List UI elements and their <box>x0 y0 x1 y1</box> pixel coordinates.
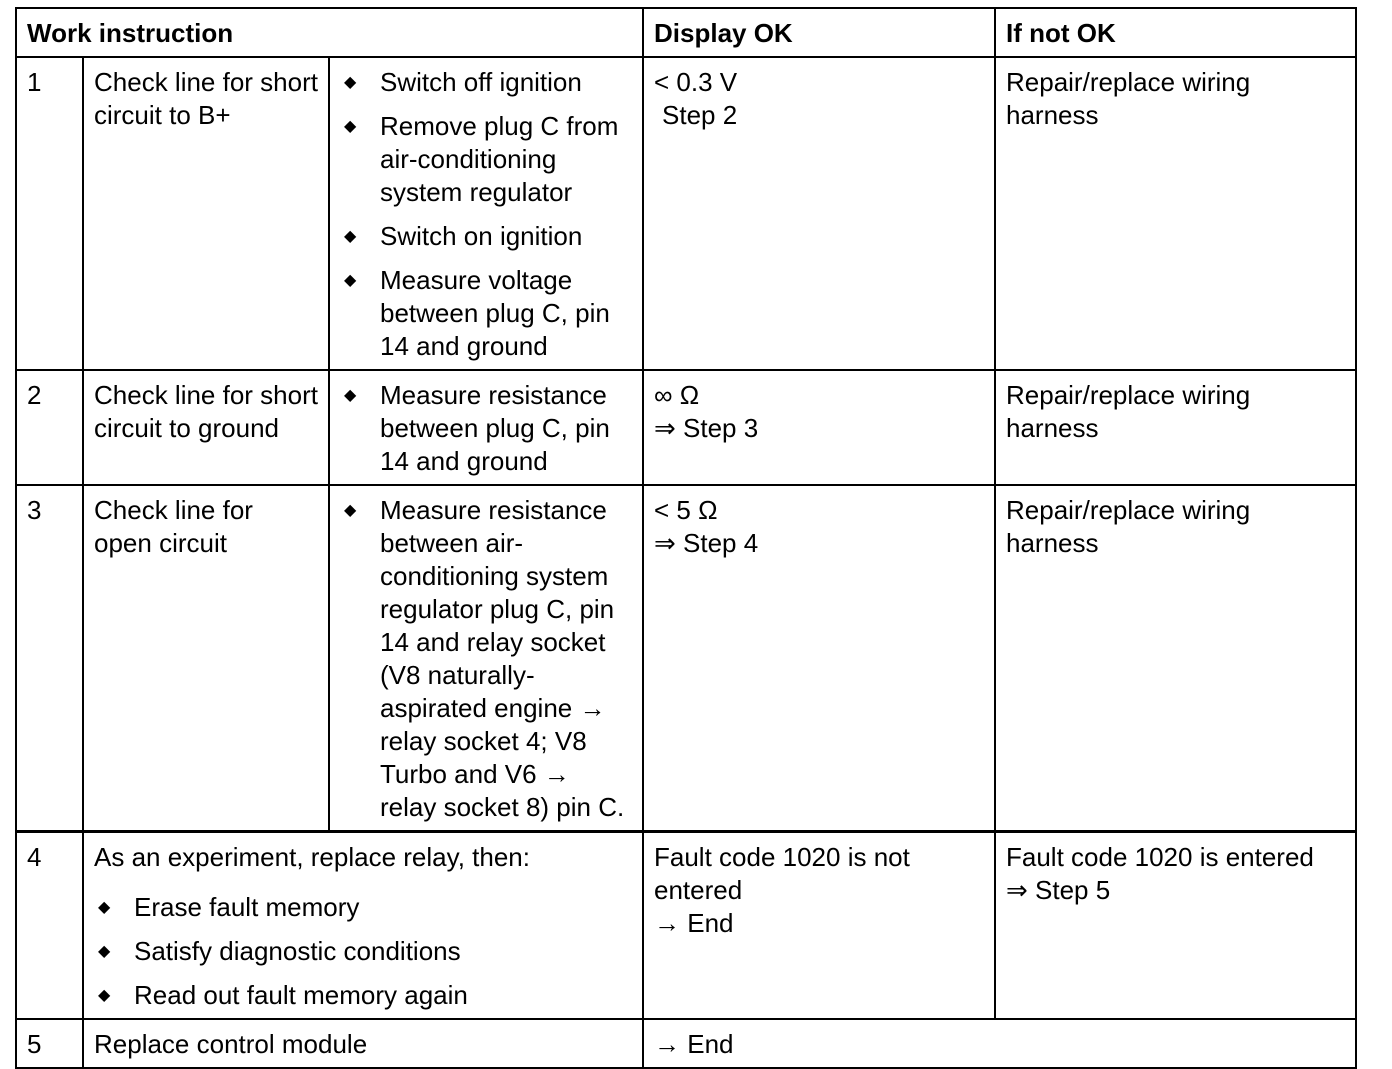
procedure-step: ◆ Measure resistance between plug C, pin 14 and ground <box>344 380 610 476</box>
not-ok-value: Fault code 1020 is entered <box>1006 842 1314 872</box>
table-row <box>16 485 1356 832</box>
bullet-diamond-icon: ◆ <box>344 74 357 91</box>
result-cell: → End <box>643 1019 1356 1068</box>
not-ok-cell <box>995 832 1356 1020</box>
step-number: 1 <box>16 57 83 370</box>
bullet-diamond-icon: ◆ <box>98 943 111 960</box>
step-number: 4 <box>16 832 83 1020</box>
display-ok-cell <box>643 57 995 370</box>
action-cell: Replace control module <box>83 1019 643 1068</box>
table-row <box>16 57 1356 370</box>
procedure-cell <box>329 485 643 832</box>
bullet-diamond-icon: ◆ <box>344 502 357 519</box>
procedure-step: ◆ Erase fault memory <box>98 892 360 922</box>
display-ok-value: < 5 Ω <box>654 495 718 525</box>
procedure-intro: As an experiment, replace relay, then: <box>94 842 530 872</box>
not-ok-cell: Repair/replace wiring harness <box>995 370 1356 485</box>
display-ok-next: ⇒ Step 3 <box>654 413 759 443</box>
display-ok-cell <box>643 370 995 485</box>
header-if-not-ok: If not OK <box>995 8 1356 57</box>
step-number: 2 <box>16 370 83 485</box>
procedure-step: ◆ Measure resistance between air-conditioning system regulator plug C, pin 14 and relay socket (V8 naturally-aspirated engine → relay socket 4; V8 Turbo and V6 → relay socket 8) pin C. <box>344 495 625 822</box>
procedure-step: ◆ Remove plug C from air-conditioning system regulator <box>344 111 619 207</box>
not-ok-cell: Repair/replace wiring harness <box>995 57 1356 370</box>
procedure-step: ◆ Satisfy diagnostic conditions <box>98 936 461 966</box>
display-ok-next: → End <box>654 908 734 938</box>
display-ok-value: < 0.3 V <box>654 67 738 97</box>
procedure-cell <box>329 57 643 370</box>
procedure-step: ◆ Measure voltage between plug C, pin 14 and ground <box>344 265 610 361</box>
bullet-diamond-icon: ◆ <box>344 228 357 245</box>
check-description: Check line for short circuit to B+ <box>83 57 329 370</box>
display-ok-cell <box>643 485 995 832</box>
step-number: 3 <box>16 485 83 832</box>
not-ok-cell: Repair/replace wiring harness <box>995 485 1356 832</box>
not-ok-next: ⇒ Step 5 <box>1006 875 1111 905</box>
display-ok-value: Fault code 1020 is not entered <box>654 842 910 905</box>
procedure-step: ◆ Switch on ignition <box>344 221 583 251</box>
header-work-instruction: Work instruction <box>16 8 643 57</box>
bullet-diamond-icon: ◆ <box>344 272 357 289</box>
bullet-diamond-icon: ◆ <box>98 987 111 1004</box>
procedure-step: ◆ Read out fault memory again <box>98 980 468 1010</box>
display-ok-next: Step 2 <box>662 100 738 130</box>
bullet-diamond-icon: ◆ <box>98 899 111 916</box>
procedure-cell <box>83 832 643 1020</box>
work-instruction-table <box>15 7 1357 1069</box>
procedure-cell <box>329 370 643 485</box>
display-ok-cell <box>643 832 995 1020</box>
display-ok-next: ⇒ Step 4 <box>654 528 759 558</box>
bullet-diamond-icon: ◆ <box>344 118 357 135</box>
procedure-step: ◆ Switch off ignition <box>344 67 582 97</box>
table-row <box>16 1019 1356 1068</box>
check-description: Check line for open circuit <box>83 485 329 832</box>
header-display-ok: Display OK <box>643 8 995 57</box>
table-row <box>16 832 1356 1020</box>
table-row <box>16 370 1356 485</box>
check-description: Check line for short circuit to ground <box>83 370 329 485</box>
bullet-diamond-icon: ◆ <box>344 387 357 404</box>
step-number: 5 <box>16 1019 83 1068</box>
header-row <box>16 8 1356 57</box>
display-ok-value: ∞ Ω <box>654 380 700 410</box>
